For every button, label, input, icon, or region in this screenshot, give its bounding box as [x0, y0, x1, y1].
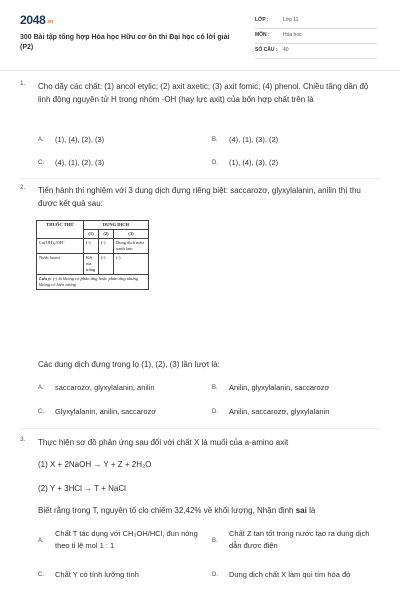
meta-subject-key: MÔN :	[255, 32, 270, 38]
header	[0, 0, 400, 68]
table-note-text: (-) là không có phản ứng hoặc phản ứng nhưng không có hiện tượng	[39, 276, 139, 287]
question-2-answers	[20, 358, 382, 423]
question-2	[20, 184, 382, 214]
option-text: Chất T tác dụng với CH₃OH/HCl, đun nóng theo tỉ lệ mol 1 : 1	[55, 529, 198, 550]
table-cell: Kết tủa trắng	[84, 254, 99, 275]
option-text: Chất Y có tính lưỡng tính	[55, 570, 139, 579]
option-letter: A.	[38, 385, 44, 391]
question-number: 3.	[20, 436, 26, 443]
table-header-solution: DUNG DỊCH	[84, 221, 149, 230]
question-number: 2.	[20, 184, 26, 191]
option-text: (4), (1), (3), (2)	[229, 135, 279, 144]
question-stem: Thực hiện sơ đồ phản ứng sau đối với chất X là muối của a-amino axit	[38, 438, 289, 447]
table-cell: (-)	[114, 254, 149, 275]
site-logo[interactable]	[20, 13, 53, 27]
question-stem: Tiến hành thí nghiệm với 3 dung dịch đựng riêng biệt: saccarozơ, glyxylalanin, anilin thì thu được kết quả sau:	[38, 186, 361, 208]
question-prompt	[38, 504, 378, 517]
option-letter: B.	[212, 137, 218, 143]
table-row	[37, 254, 149, 275]
meta-count	[255, 44, 377, 59]
table-col-1: (1)	[84, 230, 99, 239]
option-letter: A.	[38, 538, 44, 544]
meta-count-value: 40	[283, 47, 289, 53]
option-letter: C.	[38, 572, 44, 578]
option-text: Anilin, saccarozơ, glyxylalanin	[229, 407, 330, 416]
table-cell: Cu(OH)₂/OH⁻	[37, 239, 84, 254]
table-col-2: (2)	[99, 230, 114, 239]
option-text: saccarozơ, glyxylalanin, anilin	[55, 383, 155, 392]
prompt-emphasis: sai	[295, 506, 307, 515]
table-col-3: (3)	[114, 230, 149, 239]
table-note-label: Lưu ý:	[39, 276, 52, 281]
question-followup: Các dung dịch đựng trong lọ (1), (2), (3) lần lượt là:	[38, 360, 220, 369]
table-row	[37, 239, 149, 254]
logo-text: 2048	[20, 13, 46, 27]
table-header-reagent: THUỐC THỬ	[37, 221, 84, 239]
page-title: 300 Bài tập tổng hợp Hóa học Hữu cơ ôn thi Đại học có lời giải (P2)	[20, 34, 230, 51]
question-1	[20, 80, 382, 175]
header-divider	[0, 70, 400, 71]
option-text: (1), (4), (3), (2)	[229, 158, 279, 167]
table-note	[37, 275, 149, 290]
option-letter: D.	[212, 572, 218, 578]
option-letter: B.	[212, 538, 218, 544]
reaction-1: (1) X + 2NaOH → Y + Z + 2H₂O	[38, 460, 152, 469]
meta-class	[255, 14, 377, 29]
table-cell: Nước brom	[37, 254, 84, 275]
table-cell: (-)	[99, 254, 114, 275]
meta-class-value: Lớp 11	[283, 17, 299, 23]
option-letter: C.	[38, 409, 44, 415]
meta-subject	[255, 29, 377, 44]
option-letter: C.	[38, 160, 44, 166]
option-text: Dung dịch chất X làm quì tím hóa đỏ	[229, 570, 351, 579]
option-text: (1), (4), (2), (3)	[55, 135, 105, 144]
option-letter: D.	[212, 160, 218, 166]
question-stem: Cho dãy các chất: (1) ancol etylic; (2) axit axetic; (3) axit fomic; (4) phenol. Chiều tăng dần độ linh động nguyên tử H trong nhóm -OH (hay lực axit) của bốn hợp chất trên là	[38, 82, 369, 104]
table-cell: (-)	[84, 239, 99, 254]
option-letter: D.	[212, 409, 218, 415]
question-3	[20, 436, 382, 596]
question-number: 1.	[20, 80, 26, 87]
option-text: Chất Z tan tốt trong nước tạo ra dung dịch dẫn được điện	[229, 529, 370, 550]
question-divider	[20, 178, 380, 179]
logo-suffix: .vn	[46, 19, 53, 25]
prompt-part-1: Biết rằng trong T, nguyên tố clo chiếm 32,42% về khối lượng, Nhận định	[38, 506, 296, 515]
option-letter: A.	[38, 137, 44, 143]
table-cell: Dung dịch màu xanh lam	[114, 239, 149, 254]
option-letter: B.	[212, 385, 218, 391]
reaction-2: (2) Y + 3HCl → T + NaCl	[38, 484, 126, 493]
meta-count-key: SỐ CÂU :	[255, 47, 278, 53]
question-divider	[20, 428, 380, 429]
table-cell: (-)	[99, 239, 114, 254]
results-table	[36, 220, 149, 290]
prompt-part-3: là	[306, 506, 316, 515]
option-text: Glyxylalanin, anilin, saccarozơ	[55, 407, 157, 416]
meta-class-key: LỚP :	[255, 17, 269, 23]
option-text: Anilin, glyxylalanin, saccarozơ	[229, 383, 330, 392]
option-text: (4), (1), (2), (3)	[55, 158, 105, 167]
meta-subject-value: Hóa học	[283, 32, 302, 38]
